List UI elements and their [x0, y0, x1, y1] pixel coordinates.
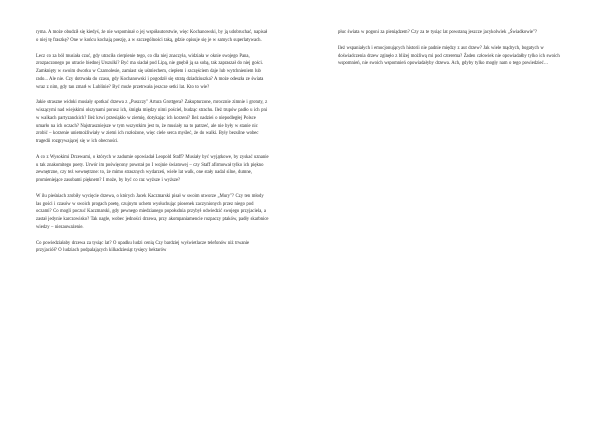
paragraph: W ilu pieśniach zrobiły wycięcie drzewa, o których Jacek Kaczmarski pisał w swoim utworze „Mury"? Czy ten młody las gości i czasów w swoich progach poetę, czujnym uchem wysłuchując piosenek zaczynionych przez niego pod oczami? Co mogli poczuć Kaczmarski, gdy pewnego miedzianego popołudnia przybył odwiedzić swojego przyjaciela, a zastał jedynie karczowisko? Tak nagle, wobec jedności drzewa, przy akompaniamencie rozpaczy ptaków, padły skarbnice wiedzy – niezauważenie. — [36, 193, 269, 230]
right-text-column — [338, 29, 570, 76]
paragraph: A co z Wysokimi Drzewami, o których w zadumie opowiadał Leopold Staff? Musiały być wyjątkowe, by zyskać uznanie u tak znakomitego poety. Urwór im poświęcony powstał po I wojnie światowej – czy Staff afirmował tylko ich piękno zewnętrzne, czy też wewnętrzne: to, że mimo strasznych wydarzeń, wiele lat walk, one stały nadal silne, dumne, promieniejące zasobami pięknem? I może, by być co raz wyższe i wyższe? — [36, 154, 269, 183]
paragraph: Jakie straszne widoki musiały spotkać drzewa z „Puszczy" Artura Grottgera? Zakupturzone, mrocznie zimnie i grotuty, z wiszącymi nad wiejskimi olszynami porusz ich, śmigła między nimi pościel, budząc strachu. Ileż trupów padło u ich pni w walkach partyzanckich? Ileż krwi przesiąkło w ziemię, dotykając ich korzeni? Ileż nadziei o niepodległej Polsce umarło na ich oczach? Najstraszniejsze w tym wszystkim jest to, że musiały na to patrzeć, ale nie były w stanie nic zrobić – korzenie uniemożliwiały w ziemi ich rozłożone, więc ciele serca myśleć, że do walki. Były bezsilne wobec tragedii rozgrywającej się w ich obecności. — [36, 100, 268, 144]
paragraph: Lecz co za ból musiała czuć, gdy utraciła cierpienie tego, co dla niej znaczyła, widziała w oknie swojego Pana, zrozpaczonego po utracie biednej Urszulki? Być ma siadał pod Lipą, nie gnębił ją sa sobą, tak zapraszał do niej gości. Zamknięty w swoim dworku w Czarnolesie, zamiast się uśmiechem, ciepłem i szczęściem daje lub wytchnieniem lub rado... Ale nie. Czy dotrwała do czasu, gdy Kochanowski i pogodził się stratą dziadziuszka? A może odeszła ze świata wraz z nim, gdy tan zmarł w Lublinie? Być może przetrwała jeszcze setki lat. Kto to wie? — [36, 53, 264, 90]
paragraph: Co powiedziałaby drzewa za tysiąc lat? O upadku ludzi cenią Czy bardziej wyświetlacze telefonów niż trwanie przyjaciół? O ludziach podpalających kilkadziesiąt tysięcy hektarów — [36, 240, 250, 254]
paragraph: płuc świata w pogoni za pieniądzem? Czy za te tysiąc lat powstaną jeszcze jacykolwiek „Świadkowie"? — [338, 30, 538, 35]
left-text-column — [36, 29, 269, 263]
paragraph: ryma. A może obudził się kiedyś, że nie wspominał o jej współautorstwie, więc Kochanowski, by ją udobruchać, napisał o niej tę fraszkę? One w końcu kochają poezję, a w szczególności taką, gdzie opisuje się je w samych superlatywach. — [36, 30, 268, 43]
paragraph: Ileż wspaniałych i emocjonujących historii nie padnie między z aut drzew? Jak wiele mądrych, bogatych w doświadczenia drzew zginęło z bliżej możliwą mi pod czterema? Żaden człowiek nie opowiadałby tylko ich swoich wspomnień, nie swoich wspomnień opowiadałyby drzewa. Ach, gdyby tylko mogły nam o tego powiedzieć… — [338, 45, 560, 67]
